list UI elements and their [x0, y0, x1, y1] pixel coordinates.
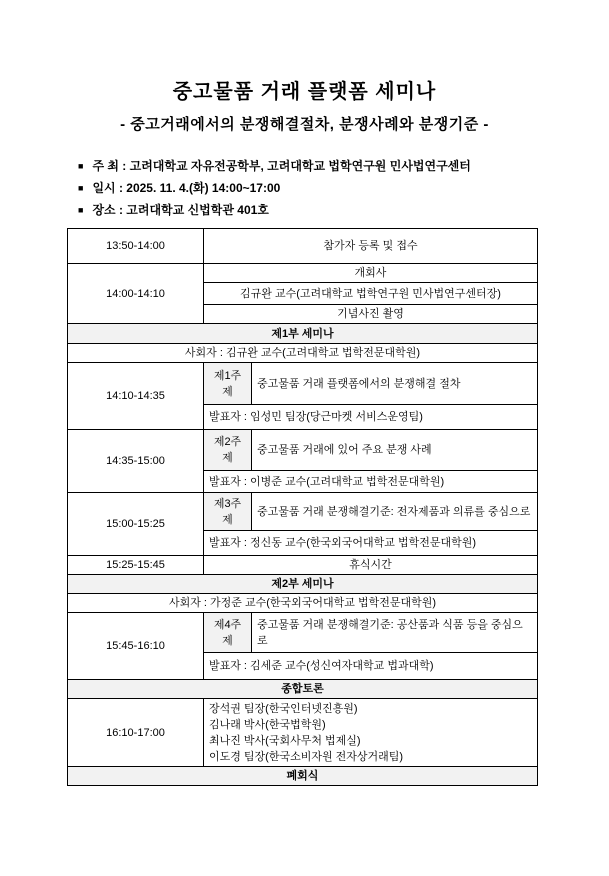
section-title: 제2부 세미나 — [68, 575, 538, 594]
topic-label-cell: 제1주제 — [204, 363, 252, 405]
table-row — [68, 229, 538, 264]
time-cell: 14:35-15:00 — [68, 430, 204, 493]
presenter-cell: 발표자 : 김세준 교수(성신여자대학교 법과대학) — [204, 653, 538, 680]
page-title: 중고물품 거래 플랫폼 세미나 — [172, 81, 437, 103]
time-cell: 14:10-14:35 — [68, 363, 204, 430]
topic-label-cell: 제2주제 — [204, 430, 252, 471]
panelist-line: 최나진 박사(국회사무처 법제실) — [209, 734, 361, 747]
time-cell: 14:00-14:10 — [68, 264, 204, 324]
table-row — [68, 344, 538, 363]
table-row — [68, 264, 538, 283]
registration-cell: 참가자 등록 및 접수 — [204, 229, 538, 264]
presenter-cell: 발표자 : 정신동 교수(한국외국어대학교 법학전문대학원) — [204, 531, 538, 556]
topic-title-cell: 중고물품 거래에 있어 주요 분쟁 사례 — [252, 430, 538, 471]
table-row — [68, 363, 538, 405]
moderator-cell: 사회자 : 가정준 교수(한국외국어대학교 법학전문대학원) — [68, 594, 538, 613]
topic-title-cell: 중고물품 거래 분쟁해결기준: 공산품과 식품 등을 중심으로 — [252, 613, 538, 653]
opening-speaker-cell: 김규완 교수(고려대학교 법학연구원 민사법연구센터장) — [204, 283, 538, 305]
bullet-square-icon: ■ — [78, 205, 84, 215]
topic-label-cell: 제3주제 — [204, 493, 252, 531]
info-item-datetime — [78, 177, 609, 199]
info-item-host — [78, 155, 609, 177]
panelist-line: 장석권 팀장(한국인터넷진흥원) — [209, 702, 358, 715]
schedule-table — [67, 228, 538, 786]
presenter-cell: 발표자 : 이병준 교수(고려대학교 법학전문대학원) — [204, 471, 538, 493]
section-header-row-discussion — [68, 680, 538, 699]
topic-label-cell: 제4주제 — [204, 613, 252, 653]
info-datetime-text: 일시 : 2025. 11. 4.(화) 14:00~17:00 — [92, 181, 281, 195]
photo-session-cell: 기념사진 촬영 — [204, 305, 538, 324]
info-item-venue — [78, 199, 609, 221]
time-cell: 16:10-17:00 — [68, 699, 204, 767]
opening-remarks-cell: 개회사 — [204, 264, 538, 283]
info-list — [0, 155, 609, 221]
time-cell: 15:00-15:25 — [68, 493, 204, 556]
page-subtitle: - 중고거래에서의 분쟁해결절차, 분쟁사례와 분쟁기준 - — [120, 116, 489, 133]
moderator-cell: 사회자 : 김규완 교수(고려대학교 법학전문대학원) — [68, 344, 538, 363]
section-header-row-part2 — [68, 575, 538, 594]
section-header-row-closing — [68, 767, 538, 786]
panelist-line: 김나래 박사(한국법학원) — [209, 718, 326, 731]
presenter-cell: 발표자 : 임성민 팀장(당근마켓 서비스운영팀) — [204, 405, 538, 430]
time-cell: 15:45-16:10 — [68, 613, 204, 680]
table-row — [68, 594, 538, 613]
table-row — [68, 699, 538, 767]
table-row — [68, 493, 538, 531]
break-cell: 휴식시간 — [204, 556, 538, 575]
table-row — [68, 613, 538, 653]
bullet-square-icon: ■ — [78, 161, 84, 171]
panelist-line: 이도경 팀장(한국소비자원 전자상거래팀) — [209, 750, 404, 763]
topic-title-cell: 중고물품 거래 플랫폼에서의 분쟁해결 절차 — [252, 363, 538, 405]
section-title: 폐회식 — [68, 767, 538, 786]
section-title: 제1부 세미나 — [68, 324, 538, 344]
time-cell: 15:25-15:45 — [68, 556, 204, 575]
info-host-text: 주 최 : 고려대학교 자유전공학부, 고려대학교 법학연구원 민사법연구센터 — [92, 159, 471, 173]
time-cell: 13:50-14:00 — [68, 229, 204, 264]
table-row — [68, 556, 538, 575]
table-row — [68, 430, 538, 471]
section-header-row-part1 — [68, 324, 538, 344]
panelists-cell — [204, 699, 538, 767]
bullet-square-icon: ■ — [78, 183, 84, 193]
topic-title-cell: 중고물품 거래 분쟁해결기준: 전자제품과 의류를 중심으로 — [252, 493, 538, 531]
info-venue-text: 장소 : 고려대학교 신법학관 401호 — [92, 203, 269, 217]
section-title: 종합토론 — [68, 680, 538, 699]
